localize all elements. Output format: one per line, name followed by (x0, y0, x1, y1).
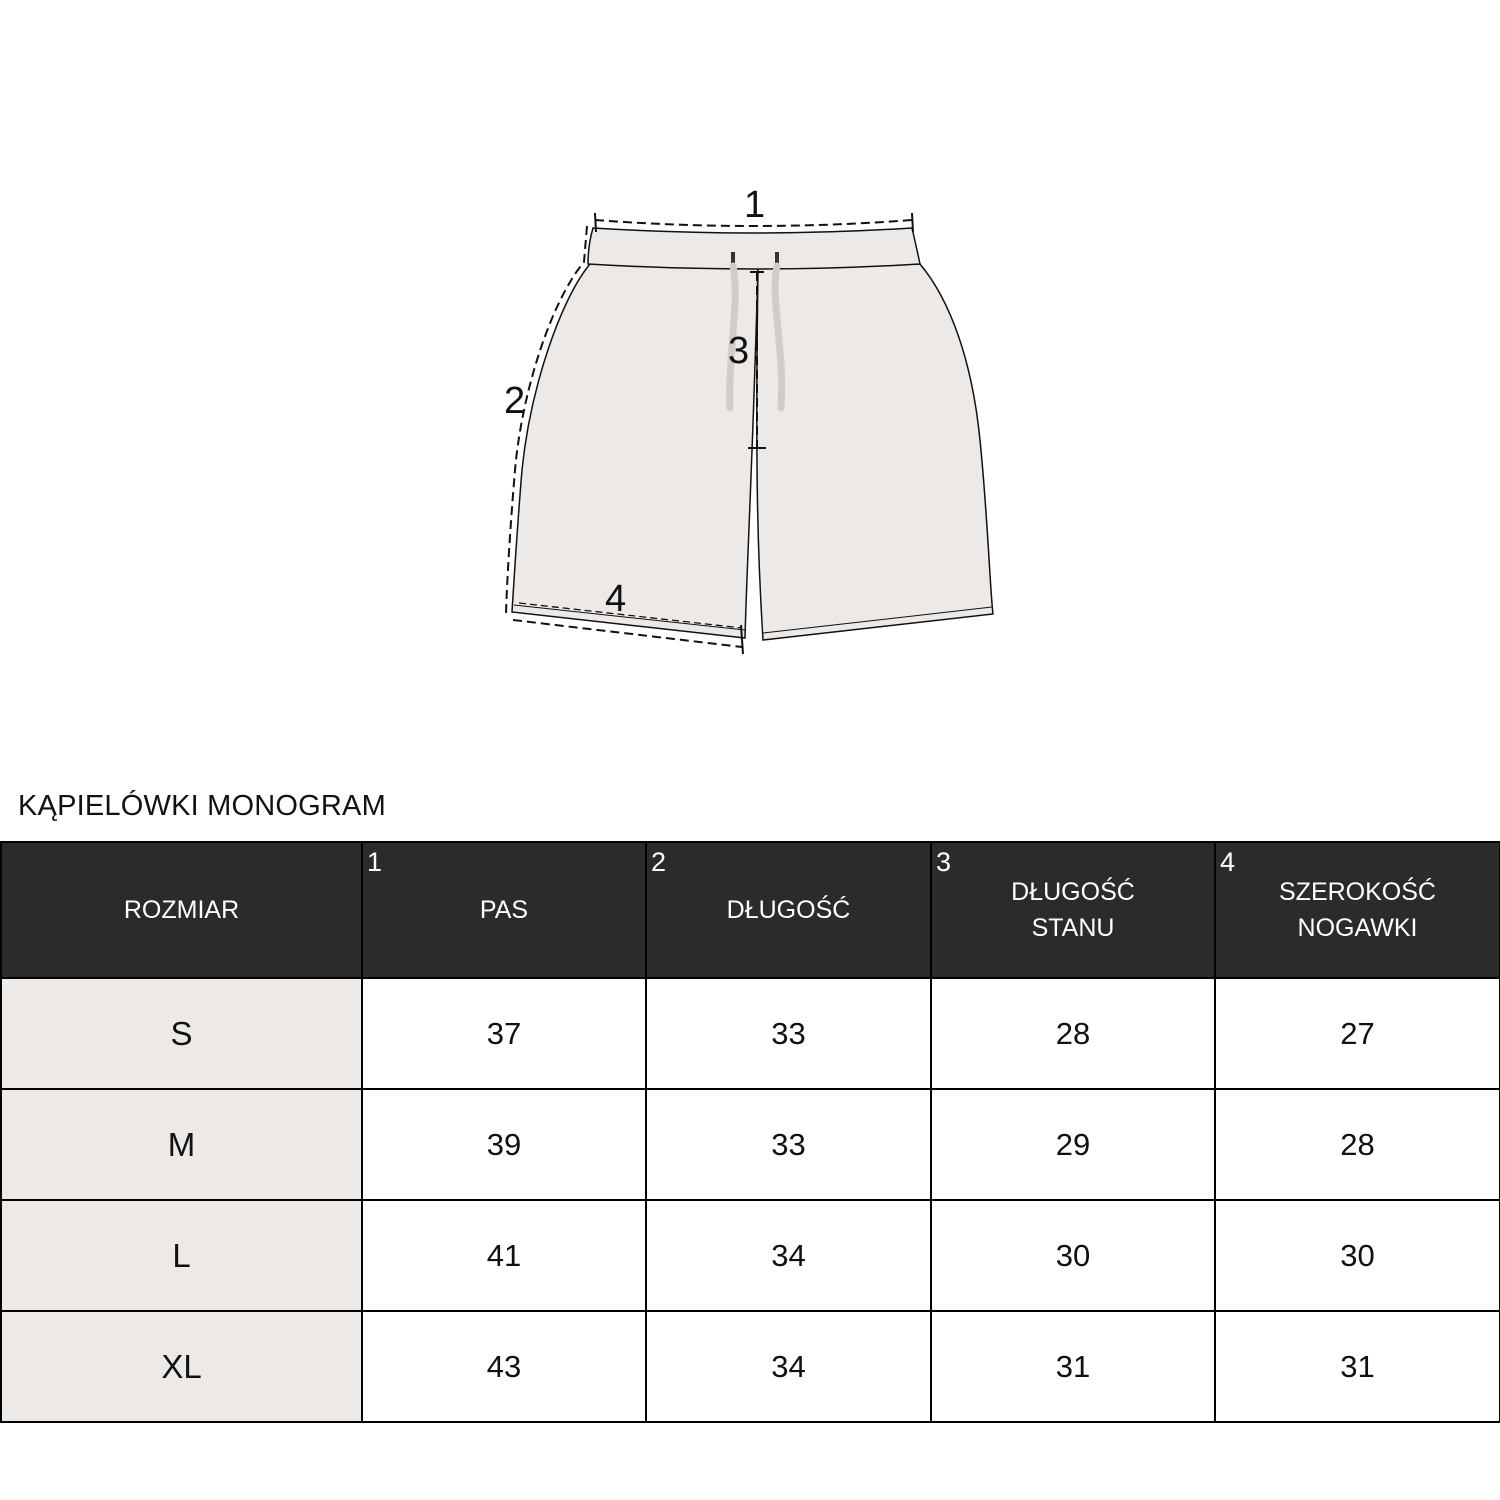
table-row (1, 1089, 1500, 1200)
header-col-3 (931, 842, 1215, 978)
measure-label-1: 1 (744, 184, 766, 226)
header-label: ROZMIAR (123, 896, 240, 924)
header-col-2 (646, 842, 931, 978)
header-label: PAS (479, 896, 529, 924)
table-row (1, 1311, 1500, 1422)
header-number: 2 (651, 847, 667, 877)
header-label: SZEROKOŚĆ (1279, 878, 1436, 906)
value-cell: 41 (362, 1200, 646, 1311)
size-cell: S (1, 978, 362, 1089)
header-col-4 (1215, 842, 1500, 978)
shorts-left-leg (512, 264, 758, 638)
value-cell: 34 (646, 1311, 931, 1422)
header-label: NOGAWKI (1297, 914, 1418, 942)
header-number: 4 (1220, 847, 1236, 877)
size-cell: XL (1, 1311, 362, 1422)
shorts-waistband (588, 228, 920, 269)
header-number: 3 (936, 847, 952, 877)
size-table (0, 841, 1500, 1423)
measure-label-4: 4 (605, 578, 627, 620)
header-label: DŁUGOŚĆ (1011, 878, 1135, 906)
shorts-illustration (0, 0, 1500, 700)
value-cell: 34 (646, 1200, 931, 1311)
value-cell: 30 (931, 1200, 1215, 1311)
measure-label-3: 3 (728, 330, 750, 372)
size-cell: L (1, 1200, 362, 1311)
header-label: STANU (1031, 914, 1115, 942)
shorts-right-leg (757, 264, 993, 640)
size-cell: M (1, 1089, 362, 1200)
header-size (1, 842, 362, 978)
table-header-row (1, 842, 1500, 978)
value-cell: 37 (362, 978, 646, 1089)
header-col-1 (362, 842, 646, 978)
value-cell: 31 (931, 1311, 1215, 1422)
product-title: KĄPIELÓWKI MONOGRAM (18, 790, 386, 822)
measure-label-2: 2 (504, 380, 526, 422)
value-cell: 27 (1215, 978, 1500, 1089)
value-cell: 28 (931, 978, 1215, 1089)
value-cell: 33 (646, 1089, 931, 1200)
value-cell: 28 (1215, 1089, 1500, 1200)
header-number: 1 (367, 847, 383, 877)
header-label: DŁUGOŚĆ (726, 896, 851, 924)
size-diagram (0, 0, 1500, 700)
value-cell: 39 (362, 1089, 646, 1200)
table-row (1, 978, 1500, 1089)
value-cell: 31 (1215, 1311, 1500, 1422)
value-cell: 33 (646, 978, 931, 1089)
value-cell: 43 (362, 1311, 646, 1422)
value-cell: 30 (1215, 1200, 1500, 1311)
value-cell: 29 (931, 1089, 1215, 1200)
table-row (1, 1200, 1500, 1311)
